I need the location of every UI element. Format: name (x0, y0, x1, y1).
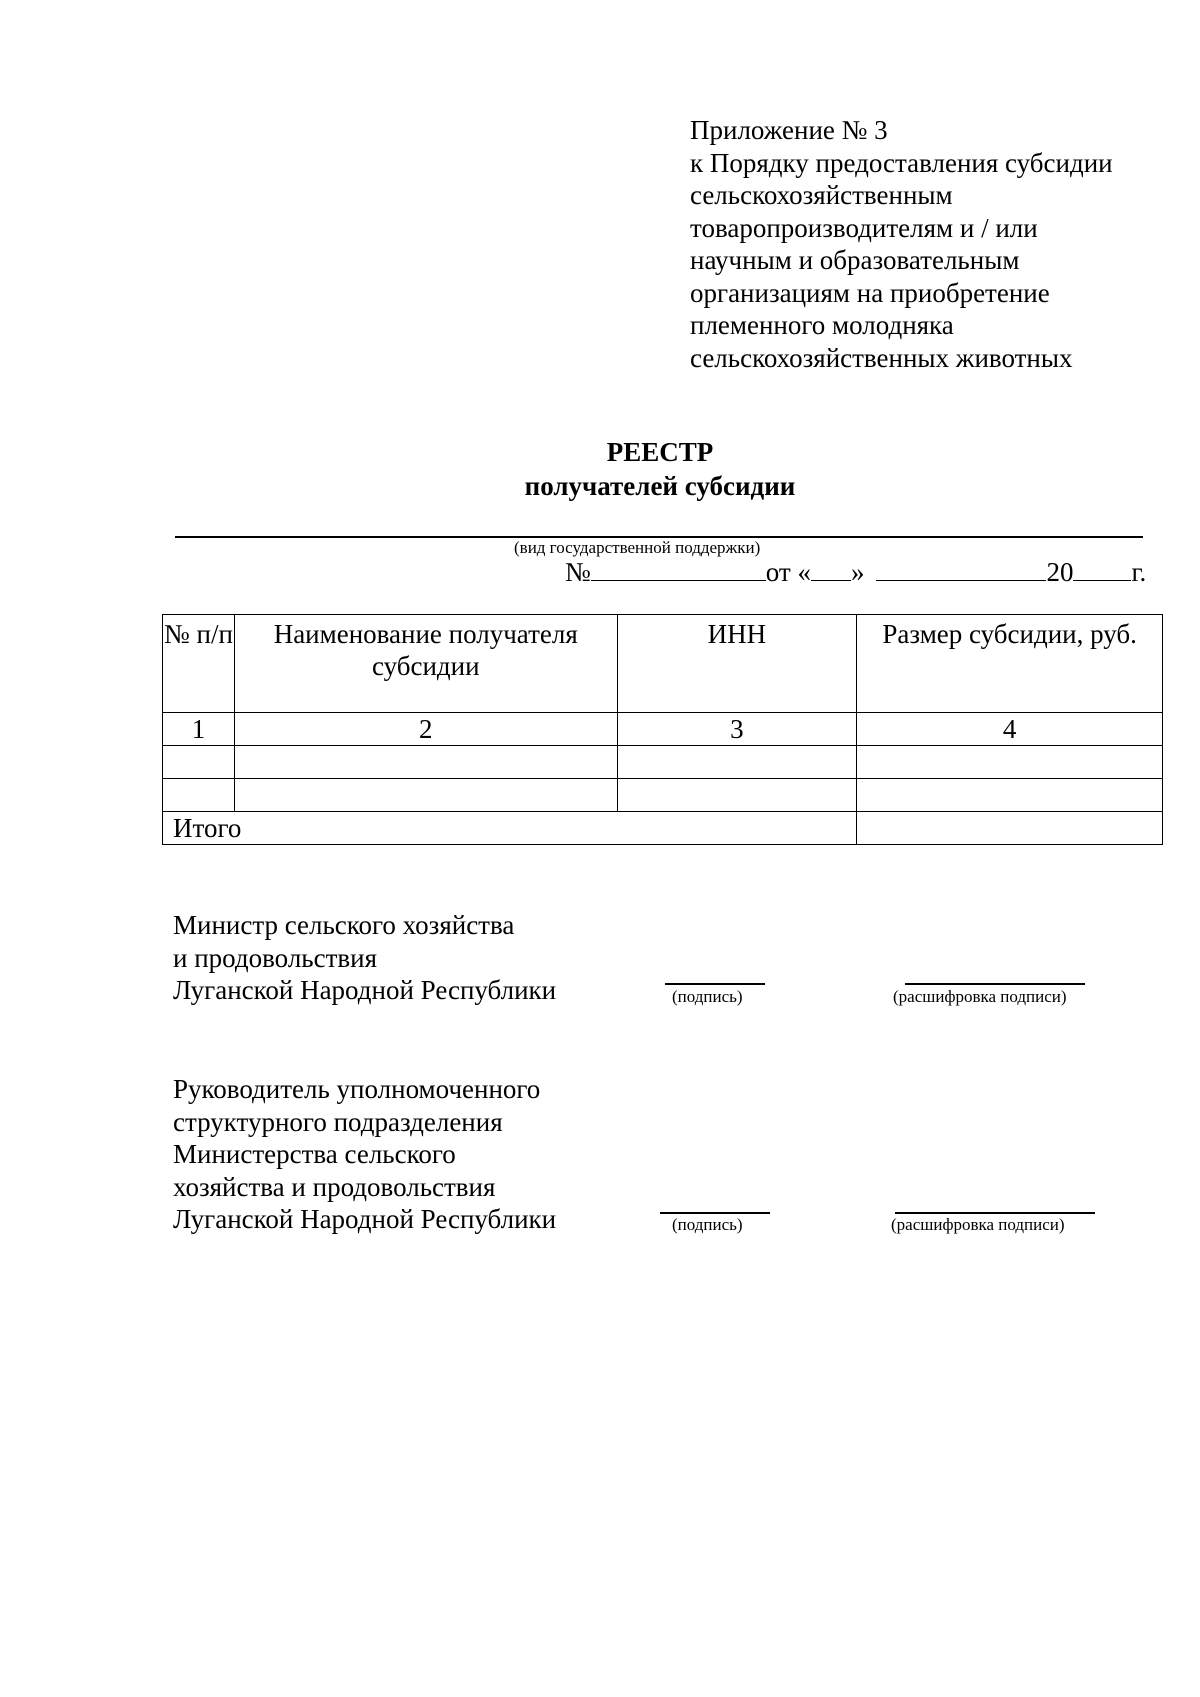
table-cell (617, 746, 857, 779)
position-line: Руководитель уполномоченного (173, 1074, 541, 1104)
number-blank (591, 556, 766, 581)
signature-block-head (173, 1073, 556, 1236)
appendix-line: племенного молодняка (690, 310, 954, 340)
table-cell (163, 746, 235, 779)
signature-caption: (подпись) (672, 1215, 743, 1234)
month-blank (876, 556, 1046, 581)
decoding-caption: (расшифровка подписи) (891, 1215, 1065, 1234)
appendix-note (690, 114, 1160, 374)
decoding-caption: (расшифровка подписи) (893, 987, 1067, 1006)
appendix-line: научным и образовательным (690, 245, 1020, 275)
position-line: Министр сельского хозяйства (173, 910, 515, 940)
position-line: Луганской Народной Республики (173, 1204, 557, 1234)
signature-line (665, 983, 765, 985)
column-header: ИНН (617, 615, 857, 713)
year-blank (1073, 556, 1131, 581)
table-row (163, 779, 1163, 812)
number-sign: № (565, 557, 591, 587)
column-number: 1 (163, 713, 235, 746)
total-row (163, 812, 1163, 845)
table-cell (857, 746, 1163, 779)
date-quote-close: » (850, 557, 865, 587)
position-line: и продовольствия (173, 942, 378, 973)
decoding-line (895, 1212, 1095, 1214)
year-prefix: 20 (1046, 557, 1074, 587)
column-number: 4 (857, 713, 1163, 746)
table-cell (857, 779, 1163, 812)
signature-block-minister (173, 909, 556, 1007)
appendix-line: сельскохозяйственных животных (690, 342, 1073, 373)
appendix-line: организациям на приобретение (690, 277, 1050, 308)
registry-table (162, 614, 1163, 845)
column-number: 3 (617, 713, 857, 746)
column-header: Наименование получателя субсидии (234, 615, 617, 713)
column-number: 2 (234, 713, 617, 746)
table-cell (234, 746, 617, 779)
total-label: Итого (163, 812, 857, 845)
position-line: Луганской Народной Республики (173, 975, 557, 1005)
appendix-line: товаропроизводителям и / или (690, 212, 1038, 243)
decoding-line (905, 983, 1085, 985)
table-header-row (163, 615, 1163, 713)
table-row (163, 746, 1163, 779)
table-cell (617, 779, 857, 812)
day-blank (811, 556, 851, 581)
document-subtitle: получателей субсидии (524, 471, 796, 501)
date-from-label: от « (765, 557, 811, 587)
number-date-line (565, 556, 1146, 588)
position-line: структурного подразделения (173, 1106, 503, 1137)
total-value-cell (857, 812, 1163, 845)
appendix-line: к Порядку предоставления субсидии (690, 147, 1113, 178)
document-title: РЕЕСТР (606, 437, 714, 467)
signature-line (660, 1212, 770, 1214)
table-cell (163, 779, 235, 812)
appendix-line: Приложение № 3 (690, 115, 888, 145)
column-header: № п/п (163, 615, 235, 713)
appendix-line: сельскохозяйственным (690, 180, 953, 210)
column-number-row (163, 713, 1163, 746)
year-suffix: г. (1131, 557, 1147, 587)
signature-caption: (подпись) (672, 987, 743, 1006)
table-cell (234, 779, 617, 812)
position-line: Министерства сельского (173, 1139, 456, 1169)
position-line: хозяйства и продовольствия (173, 1171, 496, 1202)
support-type-caption: (вид государственной поддержки) (514, 538, 761, 557)
column-header: Размер субсидии, руб. (857, 615, 1163, 713)
